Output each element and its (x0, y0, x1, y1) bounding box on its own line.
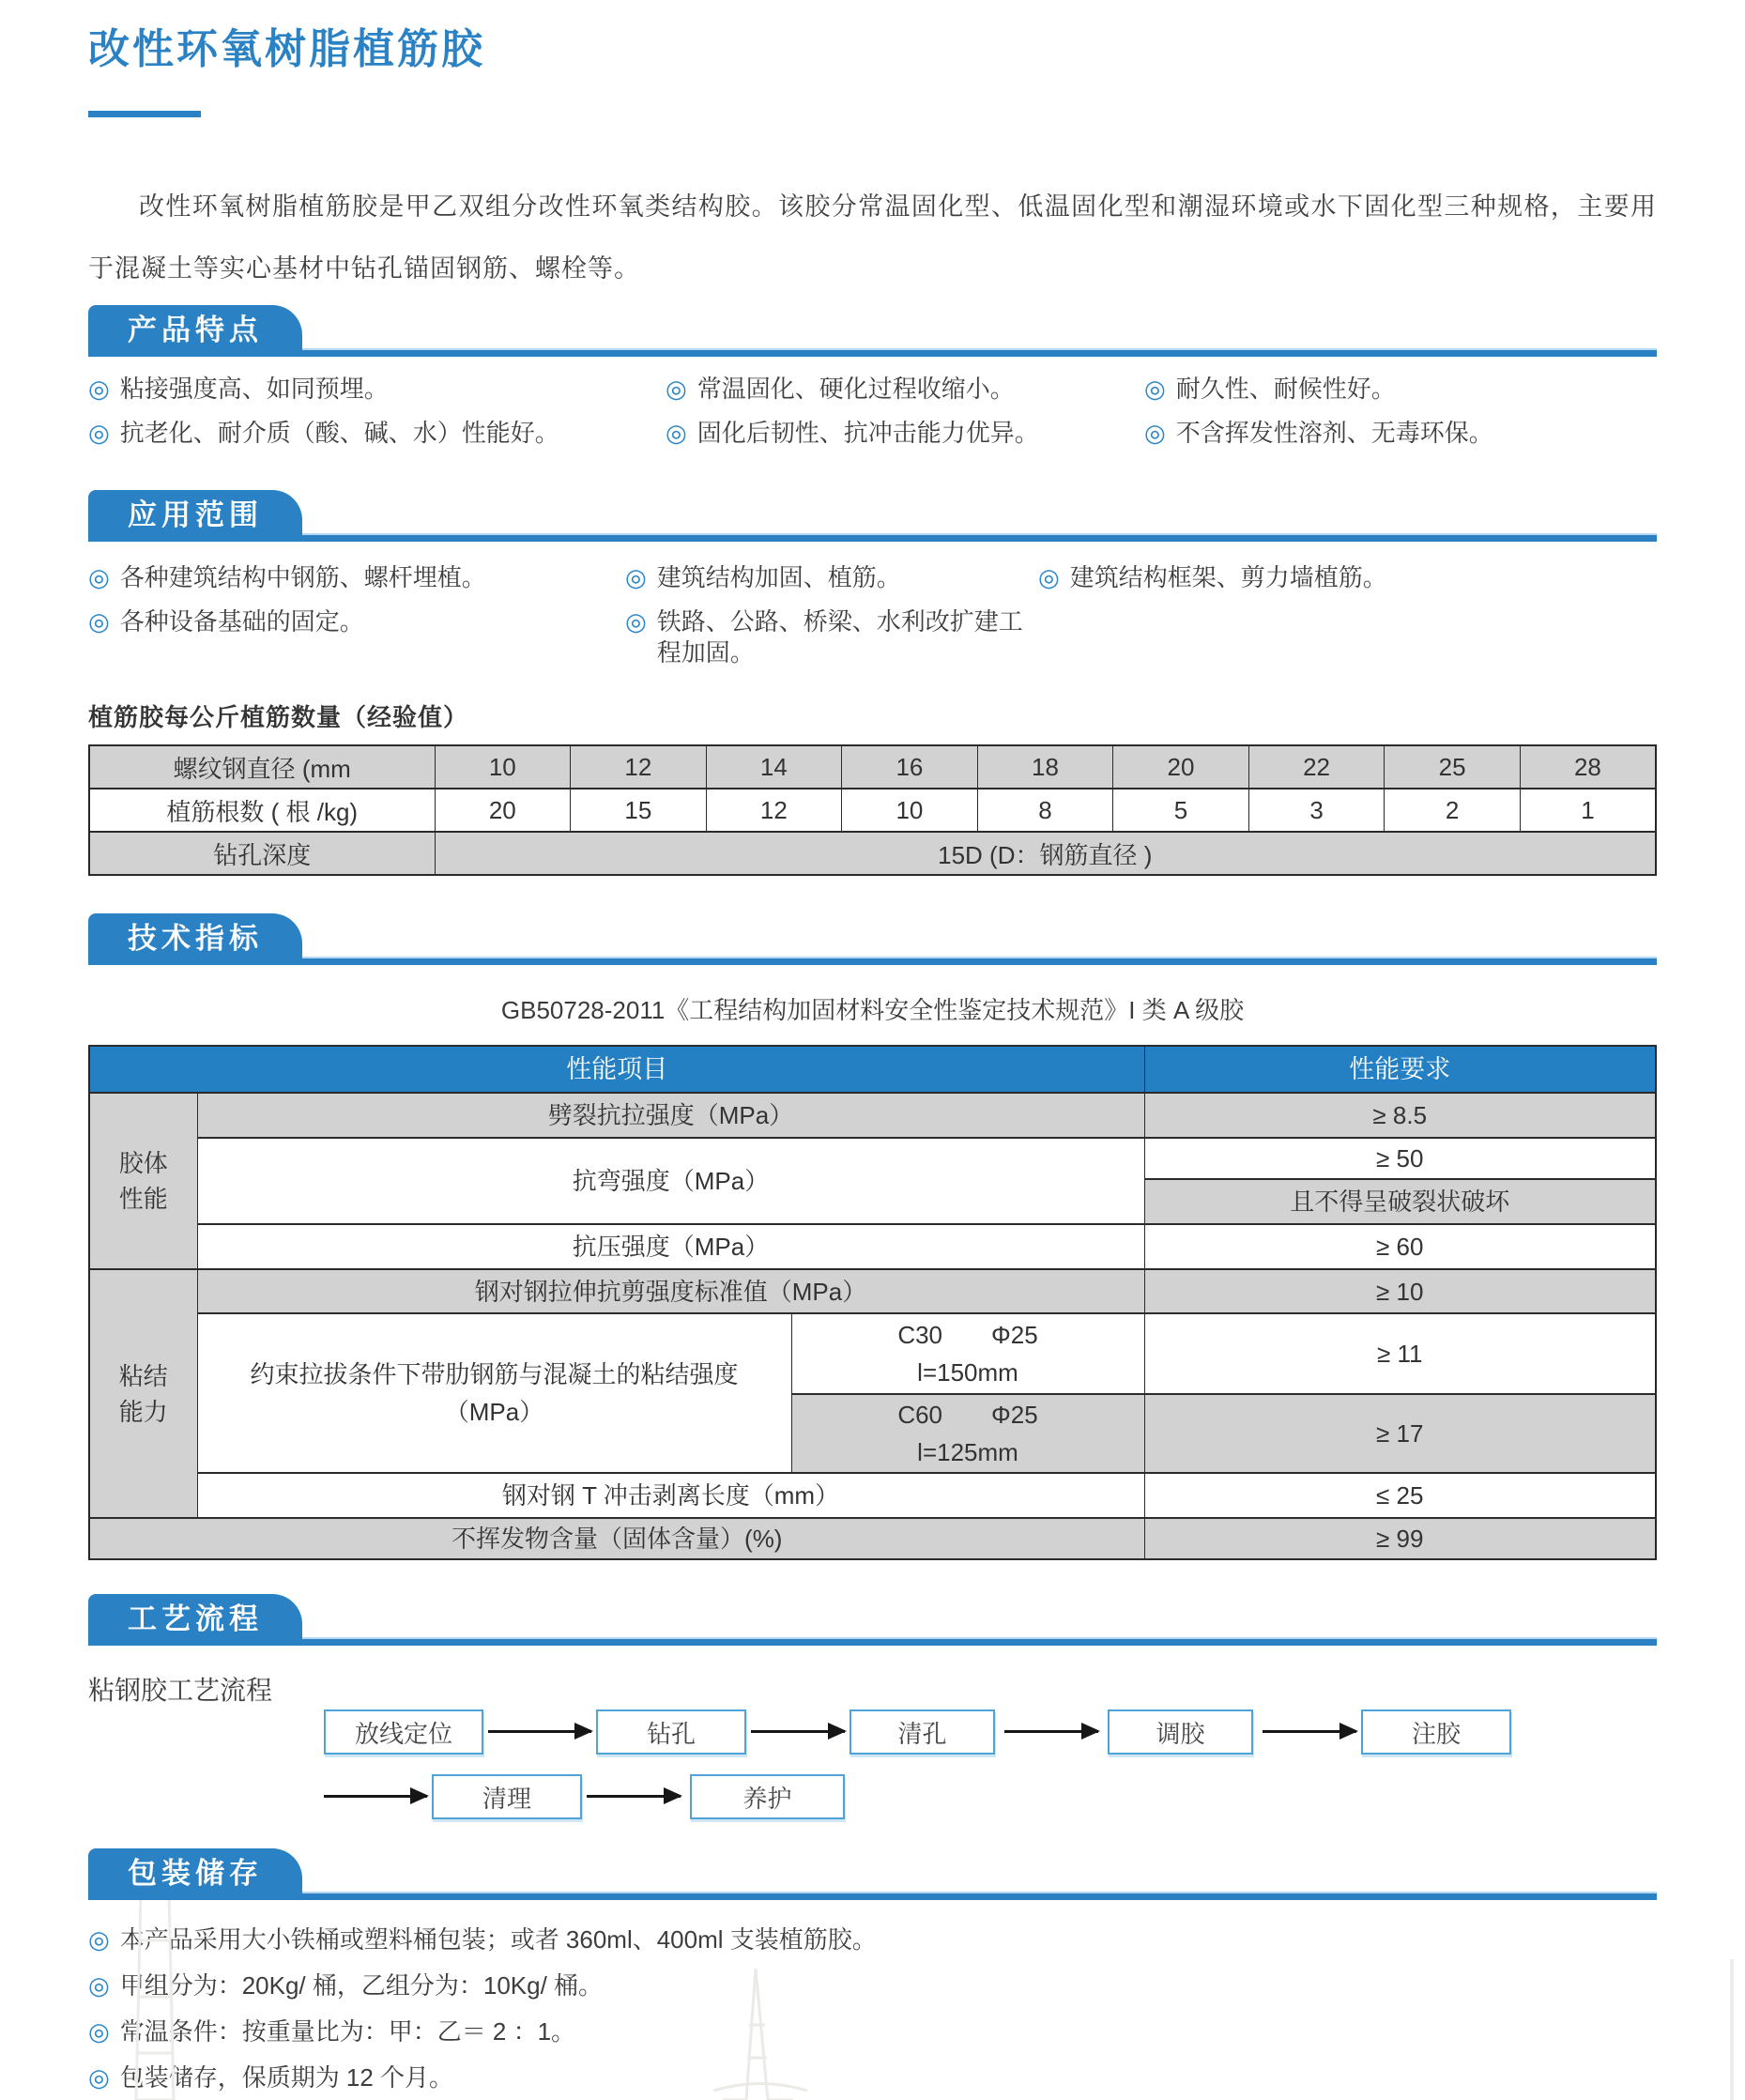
table-cell: 3 (1248, 789, 1385, 832)
bullet-icon: ◎ (88, 2017, 110, 2046)
list-item: ◎ 抗老化、耐介质（酸、碱、水）性能好。 (88, 419, 559, 447)
list-item: ◎ 包装储存，保质期为 12 个月。 (88, 2063, 454, 2092)
process-step-box: 注胶 (1361, 1709, 1511, 1755)
table-cell: 不挥发物含量（固体含量）(%) (89, 1518, 1144, 1559)
table-cell: 劈裂抗拉强度（MPa） (197, 1093, 1144, 1138)
packaging-list (88, 1924, 1657, 2092)
table-cell: 10 (842, 789, 978, 832)
arrow-right-icon (1263, 1730, 1356, 1733)
table-cell: ≤ 25 (1144, 1473, 1656, 1518)
bullet-icon: ◎ (88, 563, 110, 591)
table-cell: ≥ 10 (1144, 1269, 1656, 1313)
section-process (88, 1594, 1657, 1824)
tech-heading-tab: 技术指标 (88, 913, 302, 965)
process-step-box: 清孔 (850, 1709, 995, 1755)
table-row (89, 789, 1656, 832)
table-cell: C60 Φ25 l=125mm (791, 1394, 1144, 1473)
list-item: ◎ 耐久性、耐候性好。 (1144, 375, 1396, 403)
bullet-icon: ◎ (625, 563, 647, 591)
section-rule (88, 348, 1657, 357)
process-flow-label: 粘钢胶工艺流程 (88, 1676, 273, 1705)
section-header (88, 305, 1657, 357)
arrow-right-icon (751, 1730, 845, 1733)
list-item: ◎ 各种设备基础的固定。 (88, 607, 364, 636)
section-header (88, 913, 1657, 965)
table-cell: 抗弯强度（MPa） (197, 1138, 1144, 1224)
table-cell: ≥ 50 (1144, 1138, 1656, 1179)
table-cell: ≥ 99 (1144, 1518, 1656, 1559)
group-cell-adhesive: 胶体 性能 (89, 1093, 197, 1269)
table-row (89, 832, 1656, 875)
table-cell: 植筋根数 ( 根 /kg) (89, 789, 435, 832)
bullet-icon: ◎ (88, 1971, 110, 2000)
table-cell: ≥ 60 (1144, 1224, 1656, 1269)
process-step-box: 养护 (690, 1774, 845, 1819)
table-cell: 10 (435, 745, 571, 789)
table-cell: 钢对钢 T 冲击剥离长度（mm） (197, 1473, 1144, 1518)
process-step-box: 放线定位 (324, 1709, 483, 1755)
bullet-icon: ◎ (88, 375, 110, 403)
section-rule (88, 1637, 1657, 1646)
list-item: ◎ 常温固化、硬化过程收缩小。 (666, 375, 1015, 403)
list-item: ◎ 常温条件：按重量比为：甲：乙＝ 2 ：1。 (88, 2017, 576, 2046)
list-item: ◎ 各种建筑结构中钢筋、螺杆埋植。 (88, 563, 486, 591)
applications-list (88, 562, 1657, 668)
bullet-icon: ◎ (88, 607, 110, 636)
section-packaging (88, 1848, 1657, 2092)
table-cell: ≥ 8.5 (1144, 1093, 1656, 1138)
applications-heading-tab: 应用范围 (88, 490, 302, 542)
bullet-icon: ◎ (1144, 375, 1166, 403)
table-cell: 约束拉拔条件下带肋钢筋与混凝土的粘结强度 （MPa） (197, 1313, 791, 1473)
arrow-right-icon (1004, 1730, 1098, 1733)
section-features (88, 305, 1657, 449)
arrow-right-icon (488, 1730, 591, 1733)
process-flowchart (88, 1709, 1657, 1824)
arrow-right-icon (587, 1795, 681, 1798)
list-item: ◎ 甲组分为：20Kg/ 桶，乙组分为：10Kg/ 桶。 (88, 1971, 604, 2000)
table-cell: 16 (842, 745, 978, 789)
list-item: ◎ 不含挥发性溶剂、无毒环保。 (1144, 419, 1493, 447)
bullet-icon: ◎ (666, 375, 687, 403)
table-cell: 15D (D：钢筋直径 ) (435, 832, 1656, 875)
list-item: ◎ 粘接强度高、如同预埋。 (88, 375, 389, 403)
bullet-icon: ◎ (1038, 563, 1060, 591)
section-header (88, 1848, 1657, 1900)
table-cell: 钻孔深度 (89, 832, 435, 875)
table-cell: 28 (1520, 745, 1656, 789)
bullet-icon: ◎ (666, 419, 687, 447)
process-step-box: 清理 (432, 1774, 582, 1819)
tech-standard-reference: GB50728-2011《工程结构加固材料安全性鉴定技术规范》I 类 A 级胶 (500, 996, 1245, 1024)
table-row (89, 1313, 1656, 1394)
table-header-row (89, 1046, 1656, 1093)
intro-paragraph: 改性环氧树脂植筋胶是甲乙双组分改性环氧类结构胶。该胶分常温固化型、低温固化型和潮湿环境或水下固化型三种规格，主要用于混凝土等实心基材中钻孔锚固钢筋、螺栓等。 (88, 192, 1657, 283)
table-cell: 12 (706, 789, 842, 832)
list-item: ◎ 建筑结构加固、植筋。 (625, 563, 901, 591)
process-step-box: 钻孔 (596, 1709, 746, 1755)
table-cell: 钢对钢拉伸抗剪强度标准值（MPa） (197, 1269, 1144, 1313)
features-heading-tab: 产品特点 (88, 305, 302, 357)
table-row (89, 1138, 1656, 1179)
bullet-icon: ◎ (88, 1925, 110, 1954)
table-cell: 14 (706, 745, 842, 789)
arrow-right-icon (324, 1795, 427, 1798)
list-item: ◎ 本产品采用大小铁桶或塑料桶包装；或者 360ml、400ml 支装植筋胶。 (88, 1925, 877, 1954)
table-cell: 25 (1385, 745, 1521, 789)
bullet-icon: ◎ (88, 2063, 110, 2092)
table-row (89, 1518, 1656, 1559)
table-cell: 且不得呈破裂状破坏 (1144, 1179, 1656, 1224)
table-cell: 抗压强度（MPa） (197, 1224, 1144, 1269)
tech-table (88, 1045, 1657, 1560)
table-row (89, 745, 1656, 789)
list-item: ◎ 固化后韧性、抗冲击能力优异。 (666, 419, 1039, 447)
section-header (88, 490, 1657, 542)
column-header: 性能要求 (1144, 1046, 1656, 1093)
list-item: ◎ 铁路、公路、桥梁、水利改扩建工程加固。 (625, 607, 1023, 667)
document-page (0, 24, 1745, 2100)
table-cell: C30 Φ25 l=150mm (791, 1313, 1144, 1394)
table-row (89, 1224, 1656, 1269)
table-cell: 8 (977, 789, 1113, 832)
process-step-box: 调胶 (1108, 1709, 1253, 1755)
section-rule (88, 533, 1657, 542)
group-cell-bonding: 粘结 能力 (89, 1269, 197, 1518)
section-rule (88, 957, 1657, 965)
page-title: 改性环氧树脂植筋胶 (88, 26, 485, 72)
section-rule (88, 1892, 1657, 1900)
table-row (89, 1269, 1656, 1313)
bullet-icon: ◎ (1144, 419, 1166, 447)
bullet-icon: ◎ (625, 607, 647, 636)
section-header (88, 1594, 1657, 1646)
table-row (89, 1473, 1656, 1518)
bullet-icon: ◎ (88, 419, 110, 447)
section-applications (88, 490, 1657, 876)
title-underline (88, 111, 201, 117)
table-cell: 18 (977, 745, 1113, 789)
packaging-heading-tab: 包装储存 (88, 1848, 302, 1900)
process-heading-tab: 工艺流程 (88, 1594, 302, 1646)
table-cell: 22 (1248, 745, 1385, 789)
table-cell: 2 (1385, 789, 1521, 832)
table-cell: 20 (435, 789, 571, 832)
dosage-table (88, 744, 1657, 876)
table-row (89, 1093, 1656, 1138)
table-cell: 螺纹钢直径 (mm (89, 745, 435, 789)
column-header: 性能项目 (89, 1046, 1144, 1093)
table-cell: 15 (571, 789, 707, 832)
table-cell: ≥ 11 (1144, 1313, 1656, 1394)
table-cell: ≥ 17 (1144, 1394, 1656, 1473)
section-tech (88, 913, 1657, 1560)
features-list (88, 374, 1657, 449)
table-cell: 5 (1113, 789, 1249, 832)
table-cell: 1 (1520, 789, 1656, 832)
table-cell: 12 (571, 745, 707, 789)
table-cell: 20 (1113, 745, 1249, 789)
list-item: ◎ 建筑结构框架、剪力墙植筋。 (1038, 563, 1387, 591)
dosage-table-caption: 植筋胶每公斤植筋数量（经验值） (88, 703, 469, 731)
